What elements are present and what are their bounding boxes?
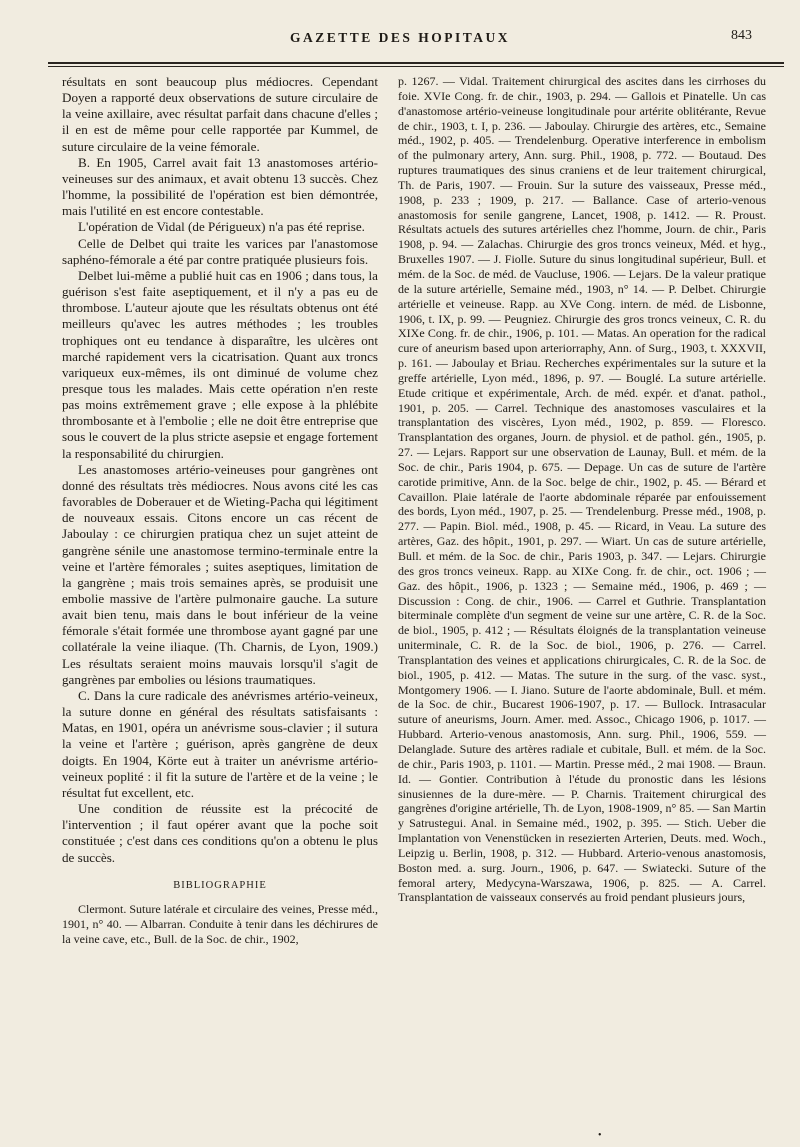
paragraph: Les anastomoses artério-veineuses pour gangrènes ont donné des résultats très médiocres. Nous avons cité les cas favorables de Doberauer et de Wieting-Pacha qui légitiment de nouveaux essais. Citons encore un cas récent de Jaboulay : ce chirurgien pratiqua chez un sujet atteint de gangrène sénile une anastomose termino-terminale entre la veine et l'artère fémorales ; suites aseptiques, limitation de la gangrène ; mais trois semaines après, se produisit une embolie massive de l'artère pulmonaire gauche. La suture avait bien tenu, mais dans le bout inférieur de la veine fémorale s'était formée une thrombose ayant gagné par une collatérale la veine iliaque. (Th. Charnis, de Lyon, 1909.) Les résultats seraient moins mauvais lorsqu'il s'agit de gangrènes par embolies ou lésions traumatiques. [62,461,378,687]
left-column [62,74,378,946]
page-number: 843 [731,28,752,43]
running-title: GAZETTE DES HOPITAUX [289,30,511,45]
bibliography-start: Clermont. Suture latérale et circulaire des veines, Presse méd., 1901, n° 40. — Albarran. Conduite à tenir dans les déchirures de la veine cave, etc., Bull. de la Soc. de chir., 1902, [62,901,378,946]
paragraph: L'opération de Vidal (de Périgueux) n'a pas été reprise. [78,219,365,235]
bibliography-continued: p. 1267. — Vidal. Traitement chirurgical des ascites dans les cirrhoses du foie. XVIe Cong. fr. de chir., 1903, p. 294. — Gallois et Pinatelle. Un cas d'anastomose artério-veineuse longitudinale pour artérite oblitérante, Revue de chir., 1903, t. I, p. 236. — Jaboulay. Chirurgie des artères, etc., Semaine méd., 1902, p. 405. — Trendelenburg. Operative interference in embolism of the pulmonary artery, Ann. surg. Phil., 1908, p. 772. — Boutaud. Des ruptures traumatiques des sinus craniens et de leur traitement chirurgical, Th. de Paris, 1907. — Frouin. Sur la suture des vaisseaux, Presse méd., 1908, p. 233 ; 1909, p. 217. — Ballance. Case of arterio-venous anastomosis for senile gangrene, Lancet, 1908, p. 1412. — R. Proust. Résultats actuels des sutures artérielles chez l'homme, Journ. de chir., Paris 1908, p. 94. — Zalachas. Chirurgie des gros troncs veineux, Méd. et hyg., Bruxelles 1907. — J. Fiolle. Suture du sinus longitudinal supérieur, Bull. et mém. de la Soc. de méd. de Vaucluse, 1906. — Lejars. De la valeur pratique de la suture artérielle, Semaine méd., 1903, n° 14. — P. Delbet. Chirurgie artérielle et veineuse. Rapp. au XVe Cong. intern. de méd. de Lisbonne, 1906, t. IX, p. 99. — Peugniez. Chirurgie des gros troncs veineux, C. R. du XIXe Cong. fr. de chir., 1906, p. 101. — Matas. An operation for the radical cure of aneurism based upon arteriorraphy, Ann. of Surg., 1903, t. XXXVII, p. 161. — Jaboulay et Briau. Recherches expérimentales sur la suture et la greffe artérielle, Lyon méd., 1896, p. 97. — Bouglé. La suture artérielle. Etude critique et expérimentale, Arch. de méd. expér. et d'anat. pathol., 1901, p. 205. — Carrel. Technique des anastomoses vasculaires et la transplantation des viscères, Lyon méd., 1902, p. 859. — Floresco. Transplantation des organes, Journ. de physiol. et de pathol. gén., 1905, p. 27. — Lejars. Rapport sur une observation de Launay, Bull. et mém. de la Soc. de chir., Paris 1904, p. 675. — Depage. Un cas de suture de l'artère carotide primitive, Ann. de la Soc. belge de chir., 1902, p. 45. — Bérard et Cavaillon. Plaie latérale de l'aorte abdominale réparée par enfouissement des bords, Lyon méd., 1907, p. 25. — Trendelenburg. Presse méd., 1908, p. 277. — Papin. Biol. méd., 1908, p. 45. — Ricard, in Veau. La suture des artères, Gaz. des hôpit., 1901, p. 297. — Wiart. Un cas de suture artérielle, Bull. et mém. de la Soc. de chir., Paris 1903, p. 347. — Lejars. Chirurgie des gros troncs veineux. Rapp. au XIXe Cong. fr. de chir., oct. 1906 ; — Gaz. des hôpit., 1906, p. 1323 ; — Semaine méd., 1906, p. 469 ; — Discussion : Cong. de chir., 1906. — Carrel et Guthrie. Transplantation biterminale complète d'un segment de veine sur une artère, C. R. de la Soc. de biol., 1905, p. 412 ; — Résultats éloignés de la transplantation veineuse uniterminale, C. R. de la Soc. de biol., 1906, p. 276. — Carrel. Transplantation des veines et applications chirurgicales, C. R. de la Soc. de biol., 1905, p. 412. — Matas. The suture in the surg. of the vasc. syst., Montgomery 1906. — I. Jiano. Suture de l'aorte abdominale, Bull. et mém. de la Soc. de chir., Bucarest 1906-1907, p. 17. — Bullock. Intrasacular suture of aneurisms, Journ. Amer. med. Assoc., Chicago 1906, p. 1017. — Hubbard. Arterio-venous anastomosis, Ann. surg. Phil., 1906, 559. — Delanglade. Suture des artères radiale et cubitale, Bull. et mém. de la Soc. de chir., Paris 1903, p. 1101. — Martin. Presse méd., 2 mai 1908. — Braun. Id. — Gontier. Contribution à l'étude du pronostic dans les lésions sinusiennes de la dure-mère. — P. Charnis. Traitement chirurgical des gangrènes d'origine artérielle, Th. de Lyon, 1908-1909, n° 85. — San Martin y Satrustegui. Anal. in Semaine méd., 1902, p. 395. — Stich. Ueber die Implantation von Venenstücken in resezierten Arterien, Deuts. med. Woch., Leipzig u. Berlin, 1908, p. 312. — Hubbard. Arterio-venous anastomosis, Boston med. a. surg. Journ., 1906, p. 647. — Swiatecki. Suture of the femoral artery, Medycyna-Warszawa, 1906, p. 825. — A. Carrel. Transplantation de vaisseaux conservés au froid pendant plusieurs jours, [398,74,766,905]
footer-mark: • [598,1130,602,1141]
paragraph: Delbet lui-même a publié huit cas en 1906 ; dans tous, la guérison s'est faite aseptiquement, et il n'y a pas eu de thrombose. L'auteur ajoute que les résultats obtenus ont été meilleurs qu'avec les autres méthodes ; les troubles trophiques ont eu tendance à disparaître, les ulcères ont marché rapidement vers la cicatrisation. Quant aux troncs variqueux eux-mêmes, ils ont diminué de volume chez presque tous les malades. Mais cette opération n'en reste pas moins extrêmement grave ; elle expose à la phlébite thrombosante et à l'embolie ; elle ne doit être entreprise que sous le couvert de la plus stricte asepsie et engage fortement la responsabilité du chirurgien. [62,267,378,461]
paragraph: B. En 1905, Carrel avait fait 13 anastomoses artério-veineuses sur des animaux, et avait obtenu 13 succès. Chez l'homme, la possibilité de l'opération est bien démontrée, mais l'utilité en est encore contestable. [62,154,378,219]
right-column [398,74,766,905]
bibliography-heading: BIBLIOGRAPHIE [173,879,267,891]
paragraph: Celle de Delbet qui traite les varices par l'anastomose saphéno-fémorale a été par contre pratiquée plusieurs fois. [62,235,378,267]
paragraph: Une condition de réussite est la précocité de l'intervention ; il faut opérer avant que la poche soit constituée ; c'est dans ces conditions qu'on a obtenu le plus de succès. [62,801,378,865]
paragraph: résultats en sont beaucoup plus médiocres. Cependant Doyen a rapporté deux observations de suture circulaire de la veine axillaire, avec résultat parfait dans chacune d'elles ; il en est de même pour celle rapportée par Kummel, de suture circulaire de la veine fémorale. [62,74,378,154]
header-rule-thick [48,62,784,64]
header-rule-thin [48,66,784,67]
paragraph: C. Dans la cure radicale des anévrismes artério-veineux, la suture donne en général des résultats satisfaisants : Matas, en 1901, opéra un anévrisme sous-clavier ; il sutura la veine et l'artère ; guérison, après gangrène de deux doigts. En 1904, Körte eut à traiter un anévrisme artério-veineux poplité : il fit la suture de l'artère et de la veine ; le résultat fut excellent, etc. [62,687,378,800]
